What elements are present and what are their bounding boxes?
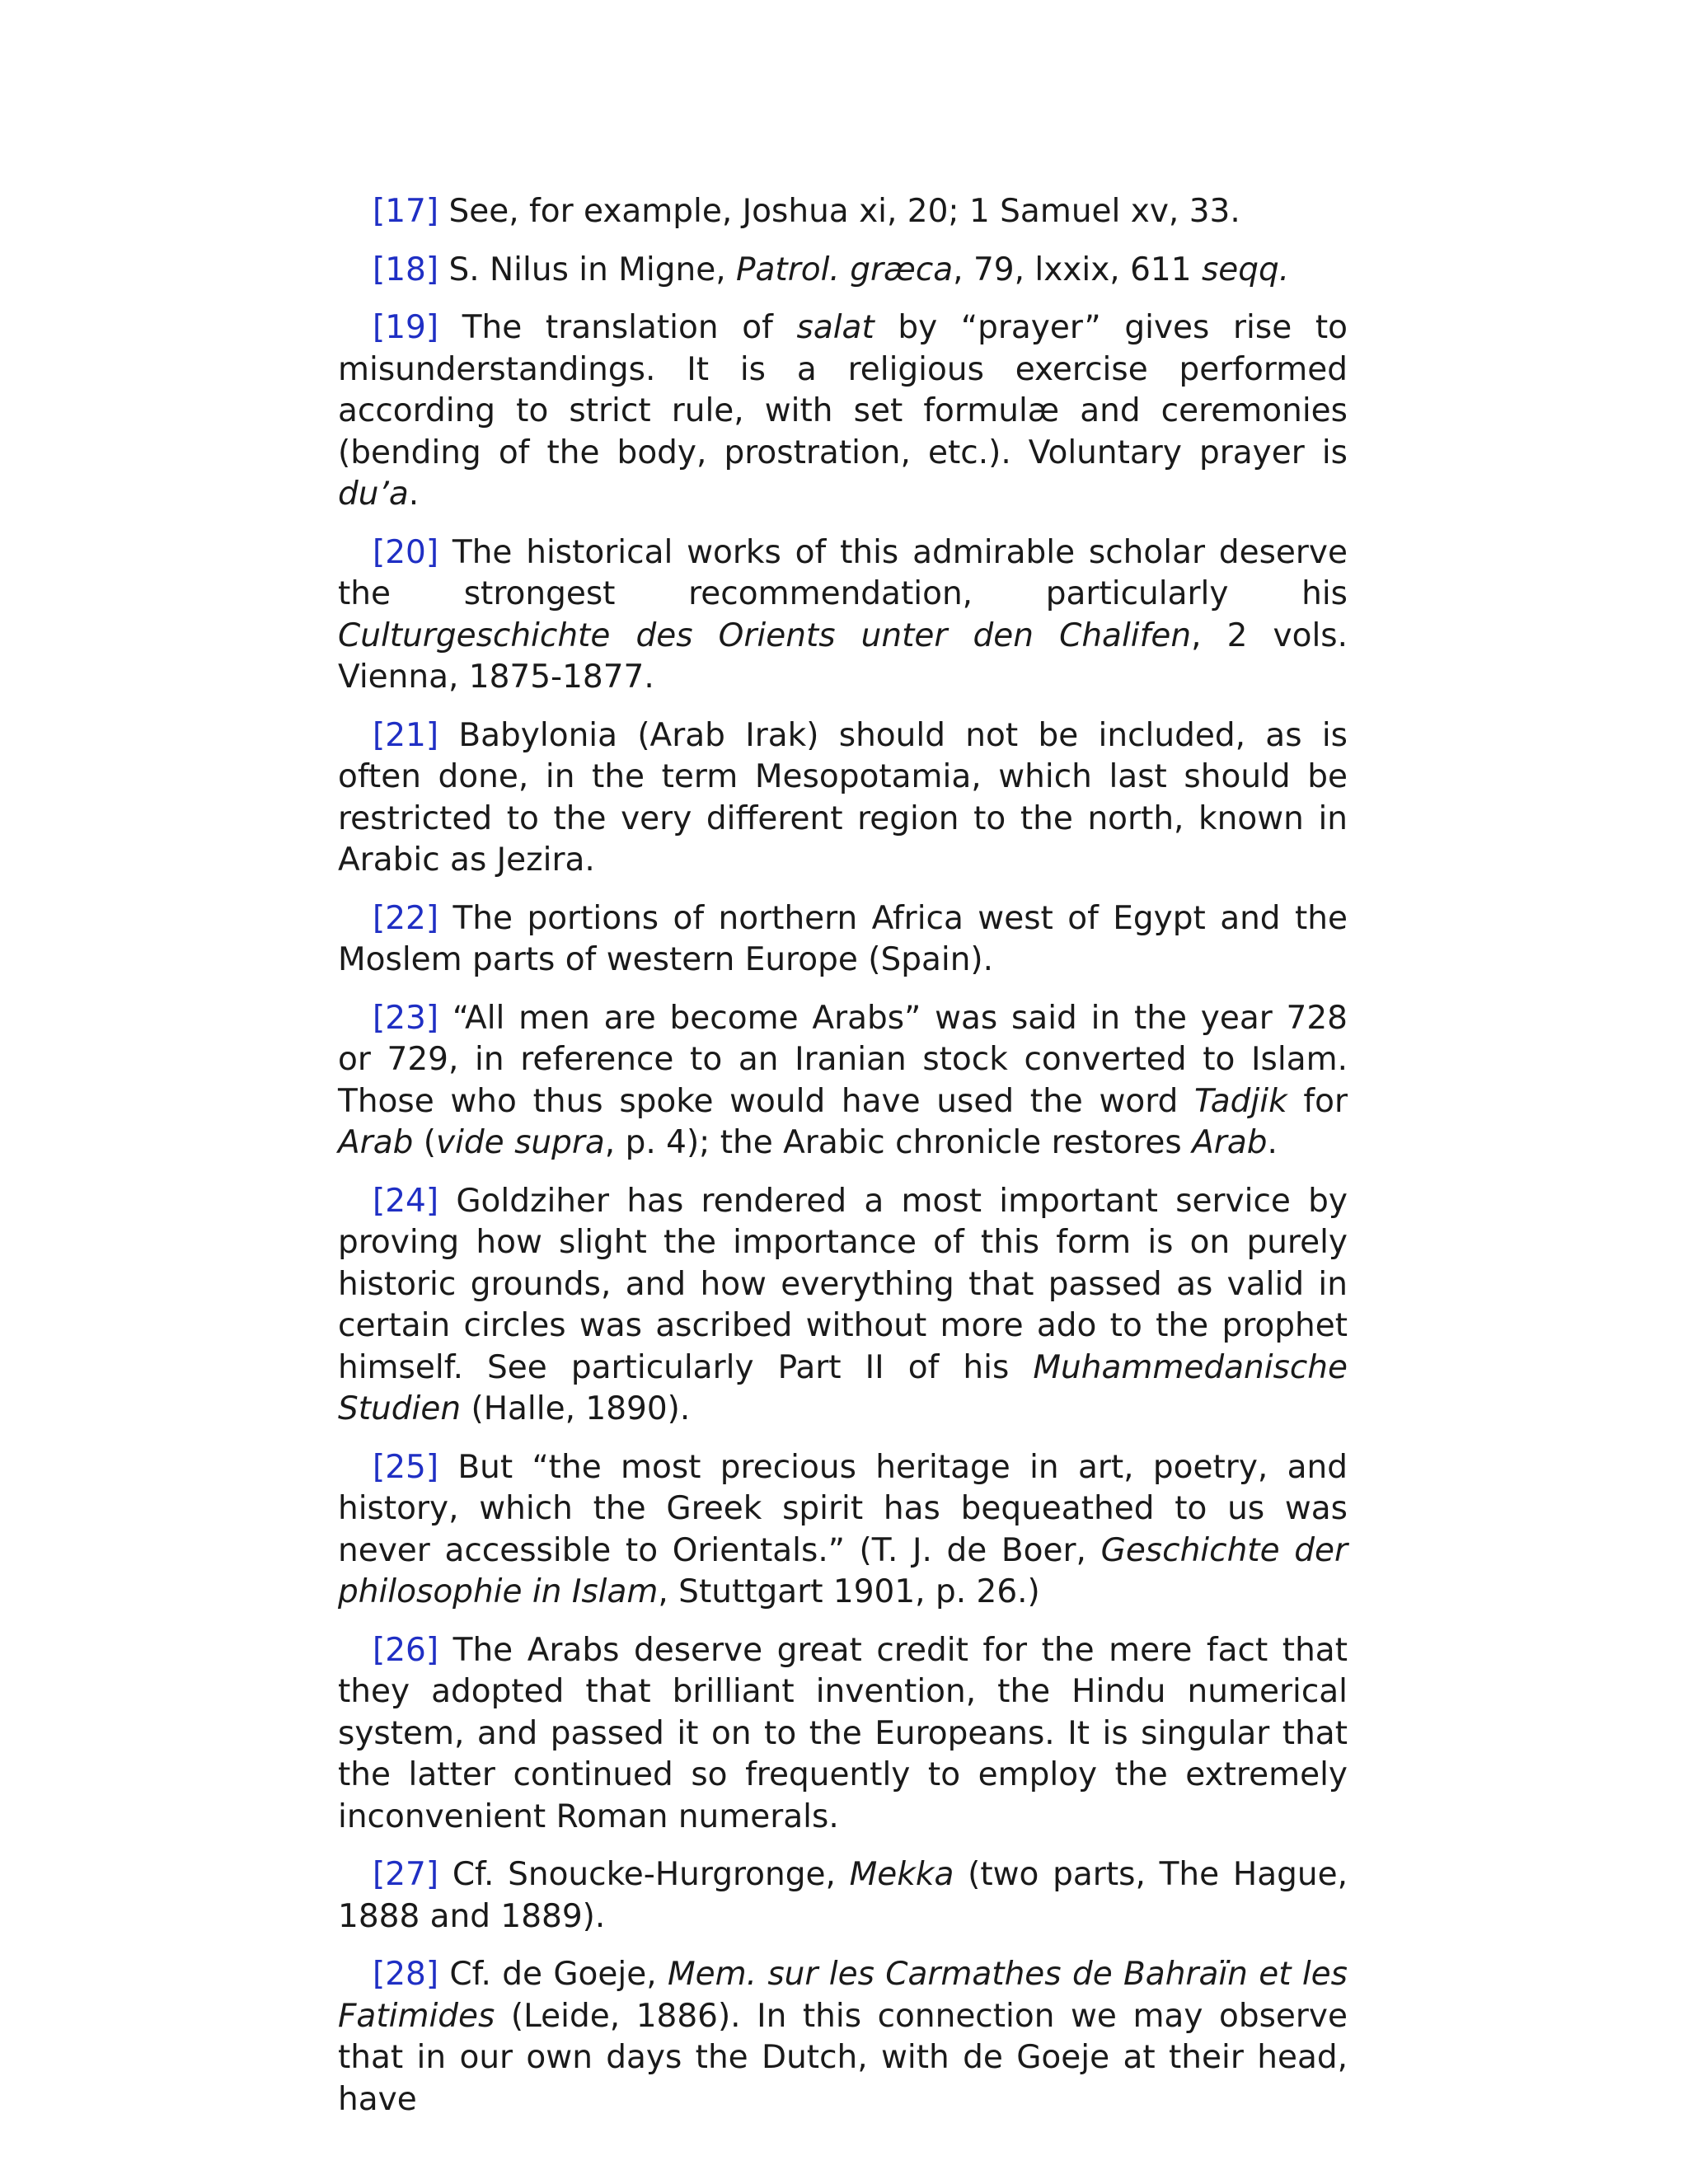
footnote-italic-text: Tadjik (1194, 1082, 1287, 1120)
footnote-text: (Halle, 1890). (461, 1390, 691, 1427)
footnote-italic-text: salat (796, 309, 874, 346)
footnote-ref-link[interactable]: [23] (373, 999, 439, 1037)
footnote-text: Cf. de Goeje, (438, 1956, 668, 1993)
footnote-ref-link[interactable]: [28] (373, 1956, 439, 1993)
footnote-ref-link[interactable]: [26] (373, 1631, 439, 1669)
footnote (338, 307, 1348, 516)
footnote-ref-link[interactable]: [25] (373, 1448, 439, 1486)
footnote-italic-text: Arab (1192, 1124, 1268, 1161)
footnote-ref-link[interactable]: [21] (373, 716, 439, 754)
footnote-italic-text: vide supra (436, 1124, 605, 1161)
footnotes-page (338, 191, 1348, 2137)
footnote (338, 250, 1348, 292)
footnote-text: But “the most precious heritage in art, poetry, and history, which the Greek spirit has bequeathed to us was never accessible to Orientals.” (T. J. de Boer, (338, 1448, 1348, 1569)
footnote-italic-text: Muhammedanische Studien (338, 1348, 1348, 1427)
footnote-text: The historical works of this admirable scholar deserve the strongest recommendation, particularly his (338, 533, 1348, 612)
footnote-italic-text: seqq. (1201, 251, 1290, 288)
footnote-ref-link[interactable]: [22] (373, 899, 439, 937)
footnote-text: , Stuttgart 1901, p. 26.) (658, 1573, 1040, 1610)
footnote (338, 1630, 1348, 1839)
footnote (338, 1447, 1348, 1614)
footnote-text: The portions of northern Africa west of Egypt and the Moslem parts of western Europe (Spain). (338, 899, 1348, 978)
footnote-text: . (1267, 1124, 1278, 1161)
footnote (338, 998, 1348, 1165)
footnote-text: , 2 vols. Vienna, 1875-1877. (338, 616, 1348, 696)
footnote-text: , 79, lxxix, 611 (953, 251, 1202, 288)
footnote (338, 1181, 1348, 1431)
footnote-ref-link[interactable]: [19] (373, 309, 439, 346)
footnote-ref-link[interactable]: [20] (373, 533, 439, 571)
footnote-ref-link[interactable]: [27] (373, 1856, 439, 1893)
footnote (338, 898, 1348, 982)
footnote-italic-text: Arab (338, 1124, 414, 1161)
footnote-text: The Arabs deserve great credit for the mere fact that they adopted that brilliant invention, the Hindu numerical system, and passed it on to the Europeans. It is singular that the latter continued so frequently to employ the extremely inconvenient Roman numerals. (338, 1631, 1348, 1835)
footnote (338, 1954, 1348, 2121)
footnote-ref-link[interactable]: [24] (373, 1182, 439, 1220)
footnote (338, 715, 1348, 882)
footnote-text: See, for example, Joshua xi, 20; 1 Samuel xv, 33. (438, 193, 1240, 230)
footnote (338, 1854, 1348, 1938)
footnote-text: ( (413, 1124, 436, 1161)
footnote-italic-text: Mekka (849, 1856, 954, 1893)
footnote-text: Cf. Snoucke-Hurgronge, (438, 1856, 850, 1893)
footnote-text: Babylonia (Arab Irak) should not be included, as is often done, in the term Mesopotamia, which last should be restricted to the very different region to the north, known in Arabic as Jezira. (338, 716, 1348, 879)
footnote-text: (two parts, The Hague, 1888 and 1889). (338, 1856, 1348, 1935)
footnote-text: for (1287, 1082, 1348, 1120)
footnote-text: S. Nilus in Migne, (438, 251, 736, 288)
footnote-text: The translation of (438, 309, 797, 346)
footnote-italic-text: Mem. sur les Carmathes de Bahraïn et les Fatimides (338, 1956, 1348, 2035)
footnote-ref-link[interactable]: [17] (373, 193, 439, 230)
footnote-ref-link[interactable]: [18] (373, 251, 439, 288)
footnote-text: . (408, 476, 420, 513)
footnote-italic-text: Patrol. græca (735, 251, 954, 288)
footnote-italic-text: Geschichte der philosophie in Islam (338, 1531, 1348, 1610)
footnote-italic-text: Culturgeschichte des Orients unter den Chalifen (338, 616, 1192, 654)
footnote-text: Goldziher has rendered a most important service by proving how slight the importance of this form is on purely historic grounds, and how everything that passed as valid in certain circles was ascribed without more ado to the prophet himself. See particularly Part II of his (338, 1182, 1348, 1386)
footnote-text: , p. 4); the Arabic chronicle restores (604, 1124, 1193, 1161)
footnote-italic-text: du’a (338, 476, 409, 513)
footnote (338, 532, 1348, 699)
footnote-text: “All men are become Arabs” was said in the year 728 or 729, in reference to an Iranian stock converted to Islam. Those who thus spoke would have used the word (338, 999, 1348, 1120)
footnote-text: by “prayer” gives rise to misunderstandings. It is a religious exercise performed according to strict rule, with set formulæ and ceremonies (bending of the body, prostration, etc.). Voluntary prayer is (338, 309, 1348, 471)
footnote-text: (Leide, 1886). In this connection we may observe that in our own days the Dutch, with de Goeje at their head, have (338, 1997, 1348, 2118)
footnote (338, 191, 1348, 233)
